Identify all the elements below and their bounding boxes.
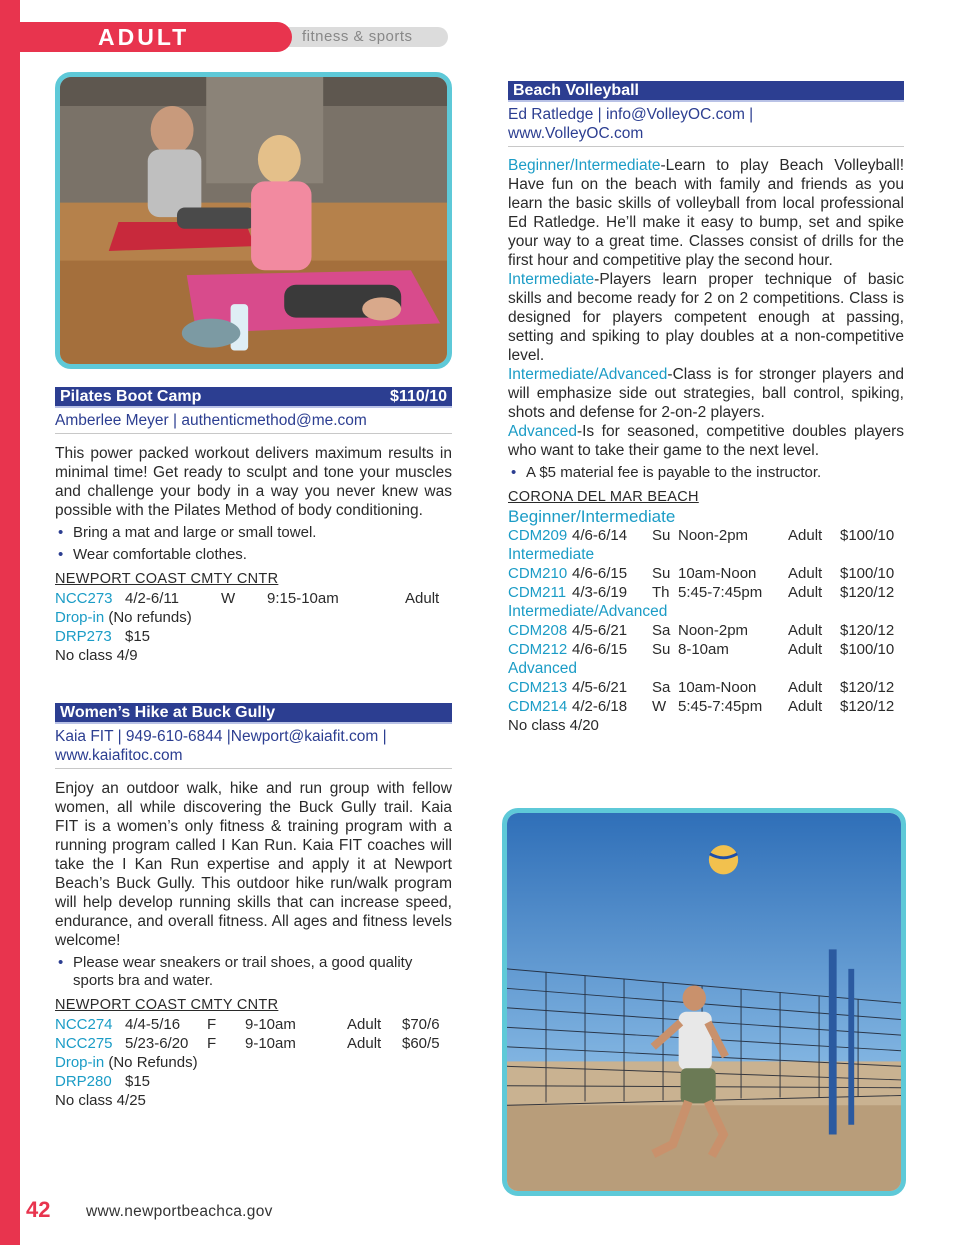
- hike-dropin: [55, 1053, 452, 1072]
- course-time: 9-10am: [245, 1016, 296, 1033]
- course-age: Adult: [405, 590, 440, 607]
- hike-section: [55, 703, 452, 1110]
- course-age: Adult: [347, 1035, 382, 1052]
- course-code[interactable]: NCC273: [55, 590, 113, 607]
- hike-description: Enjoy an outdoor walk, hike and run group with fellow women, all while discovering the Buck Gully trail. Kaia FIT is a women’s only fitness & training program with a running program called I Kan Run. Kaia FIT coaches will take the I Kan Run expertise and apply it at Newport Beach’s Buck Gully. This outdoor hike run/walk program will help develop running skills that can increase speed, endurance, and overall fitness. All ages and fitness levels welcome!: [55, 780, 452, 949]
- course-code[interactable]: CDM210: [508, 565, 568, 582]
- course-code[interactable]: CDM209: [508, 527, 568, 544]
- volleyball-levels: [508, 156, 904, 460]
- course-code[interactable]: CDM212: [508, 641, 568, 658]
- table-row: [55, 589, 452, 608]
- course-day: F: [207, 1035, 217, 1052]
- header-section: ADULT: [98, 24, 190, 50]
- pilates-bullet: • Bring a mat and large or small towel.: [55, 524, 452, 542]
- course-day: W: [652, 698, 667, 715]
- course-time: 9-10am: [245, 1035, 296, 1052]
- hike-title-bar: [55, 703, 452, 724]
- course-day: Th: [652, 584, 670, 601]
- header-subsection-tab: [282, 27, 448, 47]
- course-day: Sa: [652, 622, 671, 639]
- course-price: $70/6: [402, 1016, 440, 1033]
- pilates-title: Pilates Boot Camp: [60, 388, 202, 405]
- page-edge-bar: [0, 0, 20, 1245]
- table-row: [508, 697, 904, 716]
- course-day: Su: [652, 527, 671, 544]
- course-price: $100/10: [840, 527, 895, 544]
- level-label: Intermediate/Advanced: [508, 366, 668, 383]
- course-day: Sa: [652, 679, 671, 696]
- dropin-label: Drop-in: [55, 1054, 105, 1071]
- level-label: Intermediate: [508, 271, 595, 288]
- pilates-title-bar: [55, 387, 452, 408]
- course-time: 8-10am: [678, 641, 729, 658]
- course-price: $120/12: [840, 622, 895, 639]
- course-age: Adult: [788, 584, 823, 601]
- pilates-dropin-fee: [55, 627, 452, 646]
- table-row: [508, 583, 904, 602]
- table-row: [508, 640, 904, 659]
- course-price: $120/12: [840, 584, 895, 601]
- volleyball-contact-line: Ed Ratledge | info@VolleyOC.com |: [508, 106, 754, 123]
- course-code[interactable]: NCC275: [55, 1035, 113, 1052]
- course-day: Su: [652, 565, 671, 582]
- course-time: 9:15-10am: [267, 590, 339, 607]
- pilates-description: This power packed workout delivers maximum results in minimal time! Get ready to sculpt and tone your muscles and challenge your body in a way you never knew was possible with the Pilates Method of body conditioning.: [55, 445, 452, 519]
- course-age: Adult: [788, 679, 823, 696]
- dropin-code[interactable]: DRP280: [55, 1073, 112, 1090]
- level-text: -Is for seasoned, competitive doubles players who want to take their game to the next level.: [508, 423, 904, 459]
- hike-contact-line: Kaia FIT | 949-610-6844 |Newport@kaiafit.com |: [55, 728, 387, 745]
- volleyball-bullet: • A $5 material fee is payable to the instructor.: [508, 464, 904, 482]
- course-age: Adult: [347, 1016, 382, 1033]
- pilates-price: $110/10: [390, 388, 447, 405]
- course-dates: 4/2-6/11: [125, 590, 179, 607]
- course-age: Adult: [788, 622, 823, 639]
- hike-location: NEWPORT COAST CMTY CNTR: [55, 997, 279, 1013]
- level-label: Advanced: [508, 423, 577, 440]
- pilates-bullet: • Wear comfortable clothes.: [55, 546, 452, 564]
- hike-title: Women’s Hike at Buck Gully: [60, 704, 276, 721]
- course-price: $100/10: [840, 641, 895, 658]
- volleyball-title-bar: [508, 81, 904, 102]
- course-price: $120/12: [840, 698, 895, 715]
- course-code[interactable]: NCC274: [55, 1016, 113, 1033]
- level-text: -Players learn proper technique of basic skills and become ready for 2 on 2 competitions. Class is designed for players competent enough at passing, setting and spiking to play doubles at a non-competitive level.: [508, 271, 904, 364]
- course-price: $60/5: [402, 1035, 440, 1052]
- group-level: Advanced: [508, 660, 577, 677]
- page-number: 42: [26, 1197, 51, 1222]
- course-time: 10am-Noon: [678, 679, 757, 696]
- pilates-section: [55, 387, 452, 665]
- pilates-contact: Amberlee Meyer | authenticmethod@me.com: [55, 411, 452, 434]
- course-code[interactable]: CDM208: [508, 622, 568, 639]
- pilates-location: NEWPORT COAST CMTY CNTR: [55, 571, 279, 587]
- course-dates: 4/6-6/15: [572, 565, 628, 582]
- course-dates: 4/3-6/19: [572, 584, 628, 601]
- volleyball-section: [508, 81, 904, 735]
- table-row: [508, 621, 904, 640]
- course-time: 5:45-7:45pm: [678, 698, 763, 715]
- level-description: [508, 156, 904, 270]
- level-text: -Learn to play Beach Volleyball! Have fun on the beach with family and friends as you learn the basic skills of volleyball from local professional Ed Ratledge. He’ll make it easy to bump, set and spike your way to a great time. Classes consist of drills for the first hour and competitive play the second hour.: [508, 157, 904, 269]
- dropin-price: $15: [125, 628, 151, 645]
- course-dates: 4/5-6/21: [572, 679, 628, 696]
- level-description: [508, 365, 904, 422]
- dropin-label: Drop-in: [55, 609, 105, 626]
- dropin-price: $15: [125, 1073, 151, 1090]
- course-age: Adult: [788, 641, 823, 658]
- course-time: 5:45-7:45pm: [678, 584, 763, 601]
- hike-contact: [55, 727, 452, 769]
- course-age: Adult: [788, 698, 823, 715]
- pilates-dropin: [55, 608, 452, 627]
- pilates-photo: [55, 72, 452, 369]
- course-time: Noon-2pm: [678, 527, 749, 544]
- table-row: [508, 526, 904, 545]
- table-row: [55, 1015, 452, 1034]
- course-price: $100/10: [840, 565, 895, 582]
- hike-dropin-fee: [55, 1072, 452, 1091]
- course-age: Adult: [788, 565, 823, 582]
- course-dates: 4/4-5/16: [125, 1016, 181, 1033]
- volleyball-location: CORONA DEL MAR BEACH: [508, 489, 699, 505]
- course-time: Noon-2pm: [678, 622, 749, 639]
- course-code[interactable]: CDM211: [508, 584, 567, 601]
- course-price: $120/12: [840, 679, 895, 696]
- dropin-code[interactable]: DRP273: [55, 628, 112, 645]
- table-row: [55, 1034, 452, 1053]
- table-row: [508, 678, 904, 697]
- volleyball-contact: [508, 105, 904, 147]
- course-dates: 4/6-6/14: [572, 527, 628, 544]
- hike-website-link[interactable]: www.kaiafitoc.com: [55, 746, 452, 769]
- course-time: 10am-Noon: [678, 565, 757, 582]
- footer-website-link[interactable]: www.newportbeachca.gov: [86, 1203, 273, 1220]
- level-description: [508, 270, 904, 365]
- volleyball-title: Beach Volleyball: [513, 82, 639, 99]
- header-subsection: fitness & sports: [302, 28, 413, 45]
- course-dates: 5/23-6/20: [125, 1035, 189, 1052]
- course-dates: 4/5-6/21: [572, 622, 628, 639]
- hike-bullet: • Please wear sneakers or trail shoes, a good quality sports bra and water.: [55, 954, 452, 990]
- dropin-note: (No refunds): [108, 609, 192, 626]
- table-row: [508, 564, 904, 583]
- dropin-note: (No Refunds): [108, 1054, 198, 1071]
- course-day: F: [207, 1016, 217, 1033]
- level-text: -Class is for stronger players and will emphasize side out strategies, ball control, spiking, shots and defense for 2-on-2 players.: [508, 366, 904, 421]
- course-age: Adult: [788, 527, 823, 544]
- group-level: Beginner/Intermediate: [508, 507, 676, 526]
- course-day: Su: [652, 641, 671, 658]
- course-code[interactable]: CDM214: [508, 698, 568, 715]
- header-section-tab: [0, 22, 292, 52]
- volleyball-no-class: No class 4/20: [508, 717, 599, 734]
- group-level: Intermediate: [508, 546, 595, 563]
- course-dates: 4/6-6/15: [572, 641, 628, 658]
- pilates-no-class: No class 4/9: [55, 647, 138, 664]
- hike-no-class: No class 4/25: [55, 1092, 146, 1109]
- course-code[interactable]: CDM213: [508, 679, 568, 696]
- level-label: Beginner/Intermediate: [508, 157, 661, 174]
- course-day: W: [221, 590, 236, 607]
- volleyball-photo: [502, 808, 906, 1196]
- course-dates: 4/2-6/18: [572, 698, 628, 715]
- volleyball-website-link[interactable]: www.VolleyOC.com: [508, 124, 904, 147]
- group-level: Intermediate/Advanced: [508, 603, 668, 620]
- level-description: [508, 422, 904, 460]
